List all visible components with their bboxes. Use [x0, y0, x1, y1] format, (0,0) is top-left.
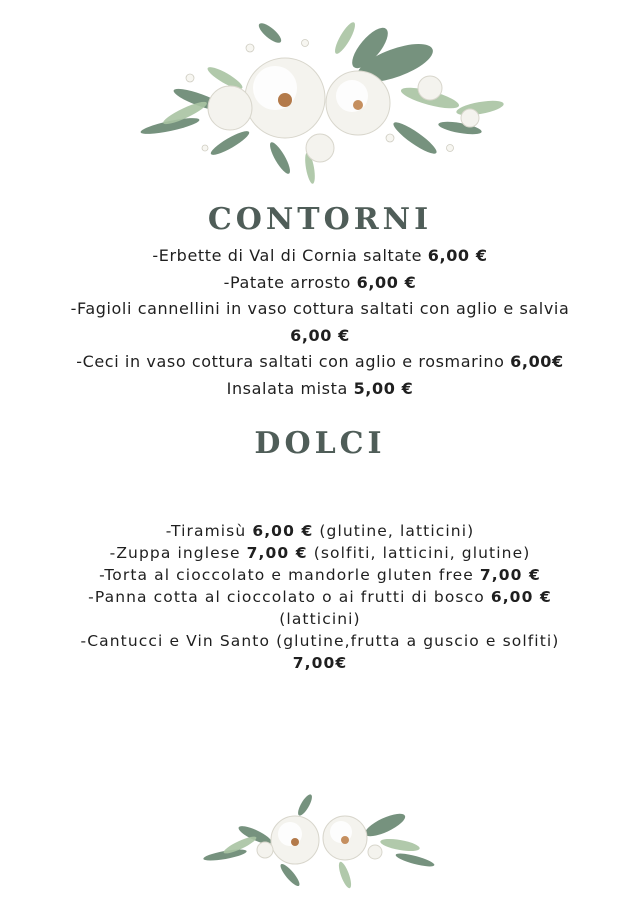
- menu-item-text: -Zuppa inglese: [109, 544, 247, 562]
- menu-item: [0, 520, 640, 542]
- menu-item: [0, 630, 640, 652]
- menu-item-text: (latticini): [279, 610, 361, 628]
- menu-item-price: 6,00 €: [356, 272, 417, 292]
- menu-item-price: 6,00€: [510, 352, 564, 371]
- menu-item-text: -Patate arrosto: [223, 272, 357, 292]
- menu-item-text: -Panna cotta al cioccolato o ai frutti di bosco: [88, 588, 491, 606]
- dolci-list: [0, 520, 640, 674]
- section-title-contorni: CONTORNI: [207, 202, 433, 237]
- floral-bouquet-icon: [130, 8, 510, 188]
- menu-item-price: 6,00 €: [290, 325, 350, 345]
- menu-item-price: 6,00 €: [427, 246, 488, 265]
- menu-item-price: 7,00€: [292, 654, 348, 672]
- menu-item-text: -Ceci in vaso cottura saltati con aglio e rosmarino: [76, 352, 511, 371]
- menu-item-text: Insalata mista: [226, 378, 354, 398]
- menu-item: [0, 349, 640, 376]
- menu-item-text: -Cantucci e Vin Santo (glutine,frutta a guscio e solfiti): [80, 632, 560, 650]
- menu-item: [0, 296, 640, 323]
- menu-item: [0, 586, 640, 608]
- menu-item-price: 5,00 €: [353, 378, 414, 398]
- contorni-list: [0, 243, 640, 402]
- menu-item-text: -Erbette di Val di Cornia saltate: [152, 246, 428, 265]
- menu-item-price: 6,00 €: [252, 522, 314, 540]
- menu-item: [0, 542, 640, 564]
- floral-bouquet-icon: [195, 790, 445, 890]
- menu-item-allergens: (glutine, latticini): [313, 522, 475, 540]
- menu-item-price: 6,00 €: [490, 588, 552, 606]
- menu-item: [0, 243, 640, 270]
- section-title-dolci: DOLCI: [254, 426, 386, 461]
- menu-item: [0, 376, 640, 403]
- menu-item: [0, 608, 640, 630]
- menu-item-allergens: (solfiti, latticini, glutine): [307, 544, 531, 562]
- menu-item-text: -Tiramisù: [165, 522, 253, 540]
- menu-item: [0, 323, 640, 350]
- menu-item-text: -Fagioli cannellini in vaso cottura saltati con aglio e salvia: [70, 299, 570, 318]
- menu-item: [0, 564, 640, 586]
- menu-item-price: 7,00 €: [246, 544, 308, 562]
- menu-item: [0, 652, 640, 674]
- menu-item-text: -Torta al cioccolato e mandorle gluten free: [99, 566, 480, 584]
- menu-item: [0, 270, 640, 297]
- menu-item-price: 7,00 €: [479, 566, 541, 584]
